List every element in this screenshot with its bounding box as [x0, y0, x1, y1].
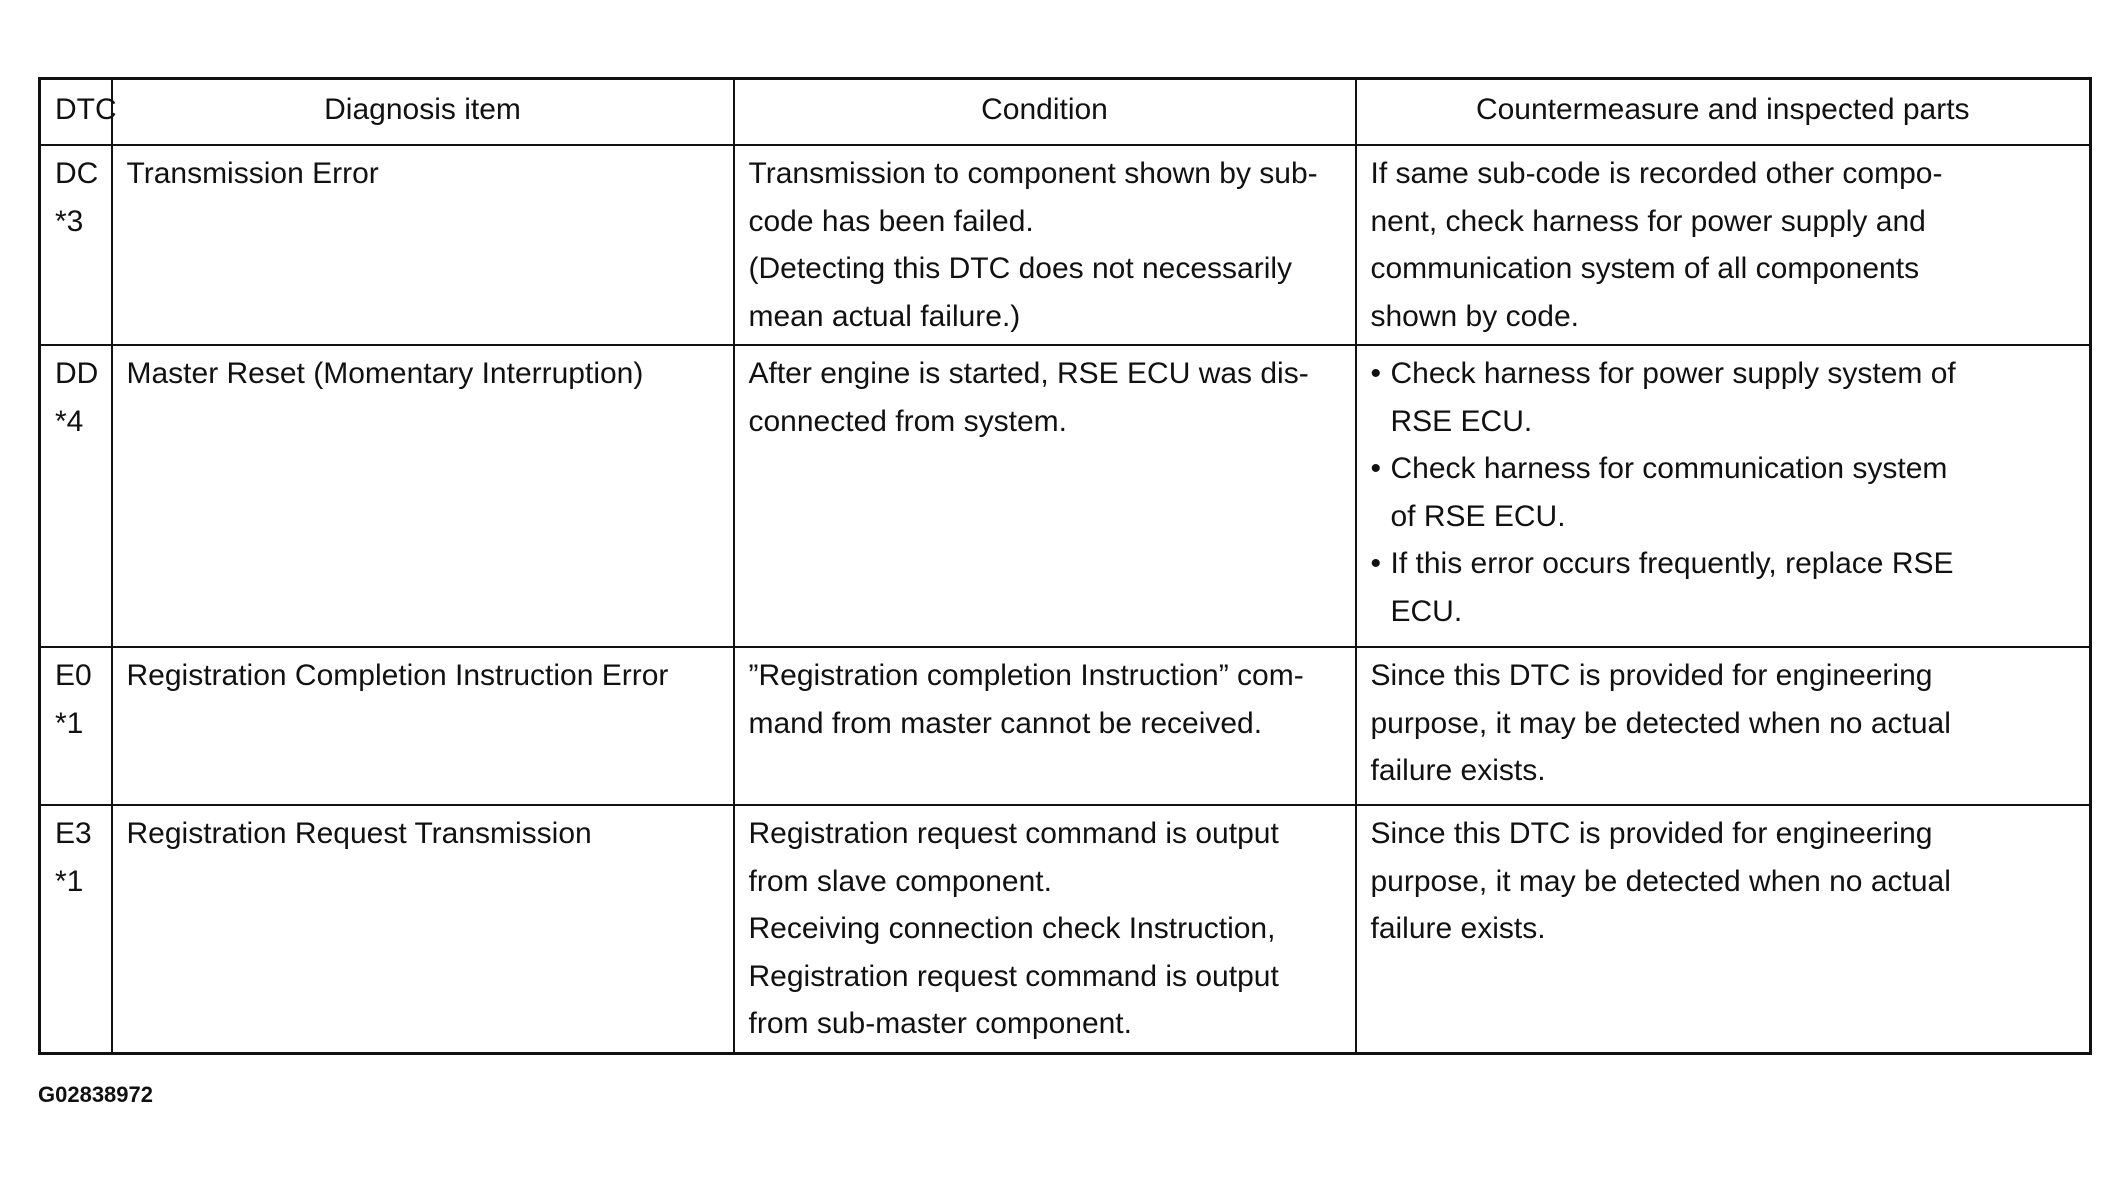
diagnosis-item-text: Registration Request Transmission	[126, 817, 592, 850]
dtc-code: E3	[55, 817, 92, 850]
condition-line: Transmission to component shown by sub-	[748, 157, 1318, 190]
countermeasure-line: Since this DTC is provided for engineering	[1370, 817, 1933, 850]
dtc-note: *3	[55, 204, 84, 238]
condition-cell	[734, 345, 1356, 647]
table-row	[40, 647, 2091, 805]
countermeasure-cell	[1356, 145, 2091, 345]
dtc-code: E0	[55, 659, 92, 692]
bullet-line: RSE ECU.	[1390, 404, 1533, 438]
dtc-cell	[40, 345, 112, 647]
condition-line: Registration request command is output	[748, 817, 1279, 850]
countermeasure-cell	[1356, 647, 2091, 805]
diagnosis-item-text: Master Reset (Momentary Interruption)	[126, 357, 644, 390]
diagnosis-item-cell	[112, 145, 734, 345]
condition-cell	[734, 145, 1356, 345]
dtc-cell	[40, 647, 112, 805]
countermeasure-bullet	[1371, 540, 2076, 635]
table-row	[40, 145, 2091, 345]
diagnosis-item-text: Transmission Error	[126, 157, 379, 190]
bullet-line: • If this error occurs frequently, replace RSE	[1390, 547, 1954, 580]
diagnosis-item-cell	[112, 345, 734, 647]
dtc-cell	[40, 805, 112, 1053]
dtc-cell	[40, 145, 112, 345]
dtc-code: DD	[55, 357, 99, 390]
diagnosis-item-text: Registration Completion Instruction Error	[126, 659, 669, 692]
table-row	[40, 805, 2091, 1053]
header-diagnosis-item: Diagnosis item	[112, 79, 734, 146]
table-row	[40, 345, 2091, 647]
condition-line: from sub-master component.	[748, 1007, 1132, 1040]
header-countermeasure: Countermeasure and inspected parts	[1356, 79, 2091, 146]
header-condition: Condition	[734, 79, 1356, 146]
countermeasure-line: nent, check harness for power supply and	[1370, 204, 1926, 238]
condition-line: connected from system.	[748, 404, 1067, 438]
countermeasure-cell	[1356, 345, 2091, 647]
countermeasure-bullet	[1371, 350, 2076, 445]
countermeasure-line: purpose, it may be detected when no actual	[1370, 706, 1951, 740]
condition-cell	[734, 805, 1356, 1053]
condition-line: Receiving connection check Instruction,	[748, 912, 1276, 945]
countermeasure-line: If same sub-code is recorded other compo-	[1370, 157, 1943, 190]
condition-line: After engine is started, RSE ECU was dis-	[748, 357, 1309, 390]
countermeasure-line: shown by code.	[1370, 299, 1579, 333]
countermeasure-line: failure exists.	[1370, 912, 1546, 945]
dtc-note: *1	[55, 706, 84, 740]
countermeasure-line: failure exists.	[1370, 754, 1546, 787]
condition-line: mand from master cannot be received.	[748, 706, 1263, 740]
countermeasure-bullet	[1371, 445, 2076, 540]
countermeasure-line: purpose, it may be detected when no actual	[1370, 864, 1951, 898]
countermeasure-cell	[1356, 805, 2091, 1053]
condition-line: (Detecting this DTC does not necessarily	[748, 252, 1293, 285]
header-row	[40, 79, 2091, 146]
condition-cell	[734, 647, 1356, 805]
condition-line: ”Registration completion Instruction” com-	[748, 659, 1304, 692]
bullet-line: • Check harness for power supply system of	[1390, 357, 1956, 390]
dtc-note: *1	[55, 864, 84, 898]
dtc-note: *4	[55, 404, 84, 438]
condition-line: mean actual failure.)	[748, 299, 1021, 333]
dtc-table	[38, 77, 2092, 1055]
bullet-line: ECU.	[1390, 594, 1463, 628]
countermeasure-line: communication system of all components	[1370, 252, 1920, 285]
diagnosis-item-cell	[112, 805, 734, 1053]
condition-line: from slave component.	[748, 864, 1052, 898]
table-header	[40, 79, 2091, 146]
countermeasure-line: Since this DTC is provided for engineering	[1370, 659, 1933, 692]
header-dtc: DTC	[40, 79, 112, 146]
bullet-line: • Check harness for communication system	[1390, 452, 1948, 485]
condition-line: Registration request command is output	[748, 959, 1279, 993]
figure-code: G02838972	[38, 1082, 153, 1107]
countermeasure-bullet-list	[1371, 350, 2076, 635]
bullet-line: of RSE ECU.	[1390, 499, 1566, 533]
diagnosis-item-cell	[112, 647, 734, 805]
condition-line: code has been failed.	[748, 204, 1034, 238]
dtc-code: DC	[55, 157, 99, 190]
